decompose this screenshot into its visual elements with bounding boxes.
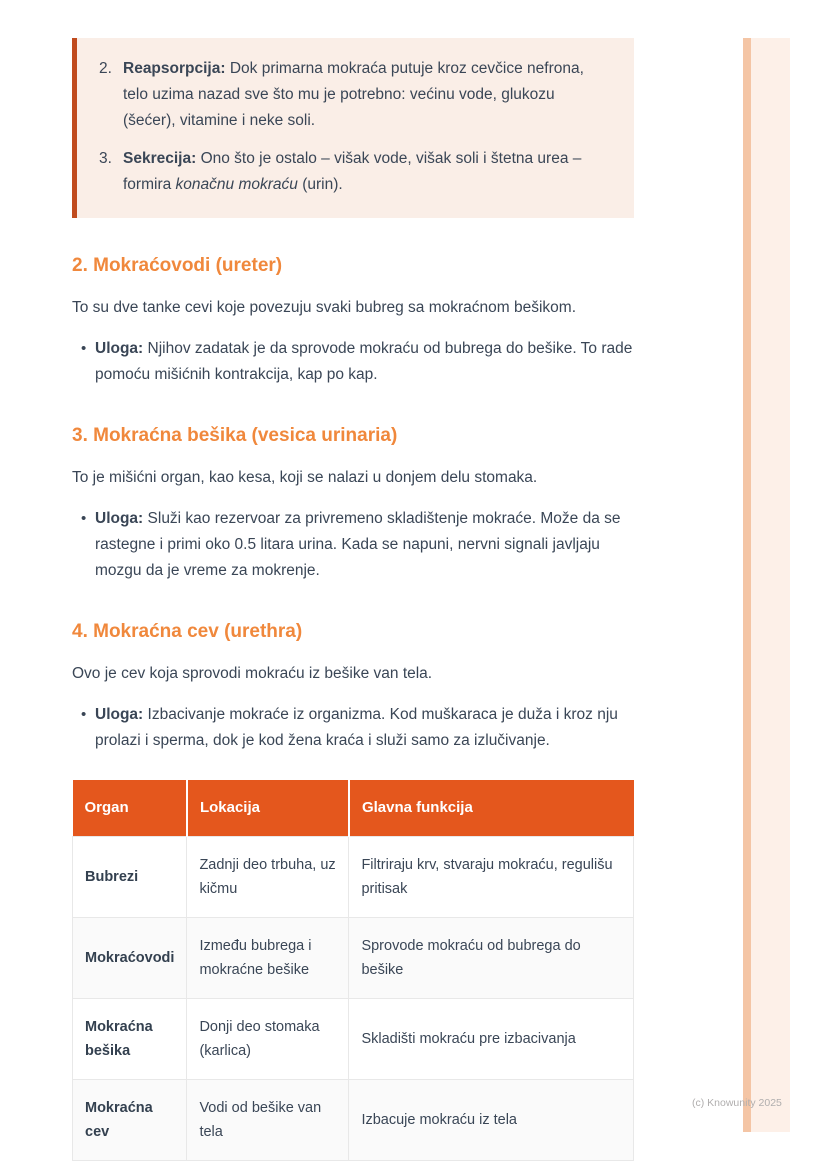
bullet-label: Uloga: [95,340,144,357]
copyright-notice: (c) Knowunity 2025 [692,1097,782,1109]
cell-function: Skladišti mokraću pre izbacivanja [349,999,634,1080]
callout-box [72,38,634,218]
cell-location: Donji deo stomaka (karlica) [187,999,349,1080]
section-intro: To je mišićni organ, kao kesa, koji se nalazi u donjem delu stomaka. [72,469,538,486]
organ-summary-table [72,780,634,1161]
list-item-number: 2. [99,60,112,77]
list-item-number: 3. [99,150,112,167]
section-heading-bladder: 3. Mokraćna bešika (vesica urinaria) [72,425,398,446]
cell-organ: Bubrezi [73,837,187,918]
bullet-label: Uloga: [95,706,144,723]
cell-function: Filtriraju krv, stvaraju mokraću, regulišu pritisak [349,837,634,918]
cell-organ: Mokraćna bešika [73,999,187,1080]
bullet-list [72,702,634,754]
bullet-item [72,506,634,584]
cell-function: Izbacuje mokraću iz tela [349,1080,634,1161]
term-description: Ono što je ostalo – višak vode, višak soli i štetna urea – formira [123,150,582,193]
list-item-text [123,146,608,198]
bullet-text: Njihov zadatak je da sprovode mokraću od bubrega do bešike. To rade pomoću mišićnih kontrakcija, kap po kap. [95,340,633,383]
term-description-end: (urin). [297,176,343,193]
bullet-list [72,336,634,388]
term-description: Dok primarna mokraća putuje kroz cevčice nefrona, telo uzima nazad sve što mu je potrebno: većinu vode, glukozu (šećer), vitamine i neke soli. [123,60,584,129]
cell-organ: Mokraćna cev [73,1080,187,1161]
table-row [73,999,634,1080]
bullet-label: Uloga: [95,510,144,527]
bullet-list [72,506,634,584]
list-item [99,56,608,134]
section-heading-urethra: 4. Mokraćna cev (urethra) [72,621,303,642]
section-intro: Ovo je cev koja sprovodi mokraću iz bešike van tela. [72,665,433,682]
document-content [72,0,634,1161]
table-row [73,837,634,918]
bullet-item [72,702,634,754]
column-header-function: Glavna funkcija [349,780,634,837]
list-item-text [123,56,608,134]
cell-function: Sprovode mokraću od bubrega do bešike [349,918,634,999]
section-heading-ureter: 2. Mokraćovodi (ureter) [72,255,283,276]
term-label: Sekrecija: [123,150,197,167]
cell-location: Zadnji deo trbuha, uz kičmu [187,837,349,918]
bullet-text: Izbacivanje mokraće iz organizma. Kod muškaraca je duža i kroz nju prolazi i sperma, dok je kod žena kraća i služi samo za izlučivanje. [95,706,618,749]
cell-organ: Mokraćovodi [73,918,187,999]
bullet-text: Služi kao rezervoar za privremeno skladištenje mokraće. Može da se rastegne i primi oko 0.5 litara urina. Kada se napuni, nervni signali javljaju mozgu da je vreme za mokrenje. [95,510,621,579]
term-label: Reapsorpcija: [123,60,226,77]
table-row [73,918,634,999]
table-header-row [73,780,634,837]
cell-location: Vodi od bešike van tela [187,1080,349,1161]
table-row [73,1080,634,1161]
page-edge-decoration [743,38,790,1132]
emphasized-term: konačnu mokraću [175,176,298,193]
column-header-location: Lokacija [187,780,349,837]
bullet-item [72,336,634,388]
list-item [99,146,608,198]
cell-location: Između bubrega i mokraćne bešike [187,918,349,999]
section-intro: To su dve tanke cevi koje povezuju svaki bubreg sa mokraćnom bešikom. [72,299,576,316]
column-header-organ: Organ [73,780,187,837]
